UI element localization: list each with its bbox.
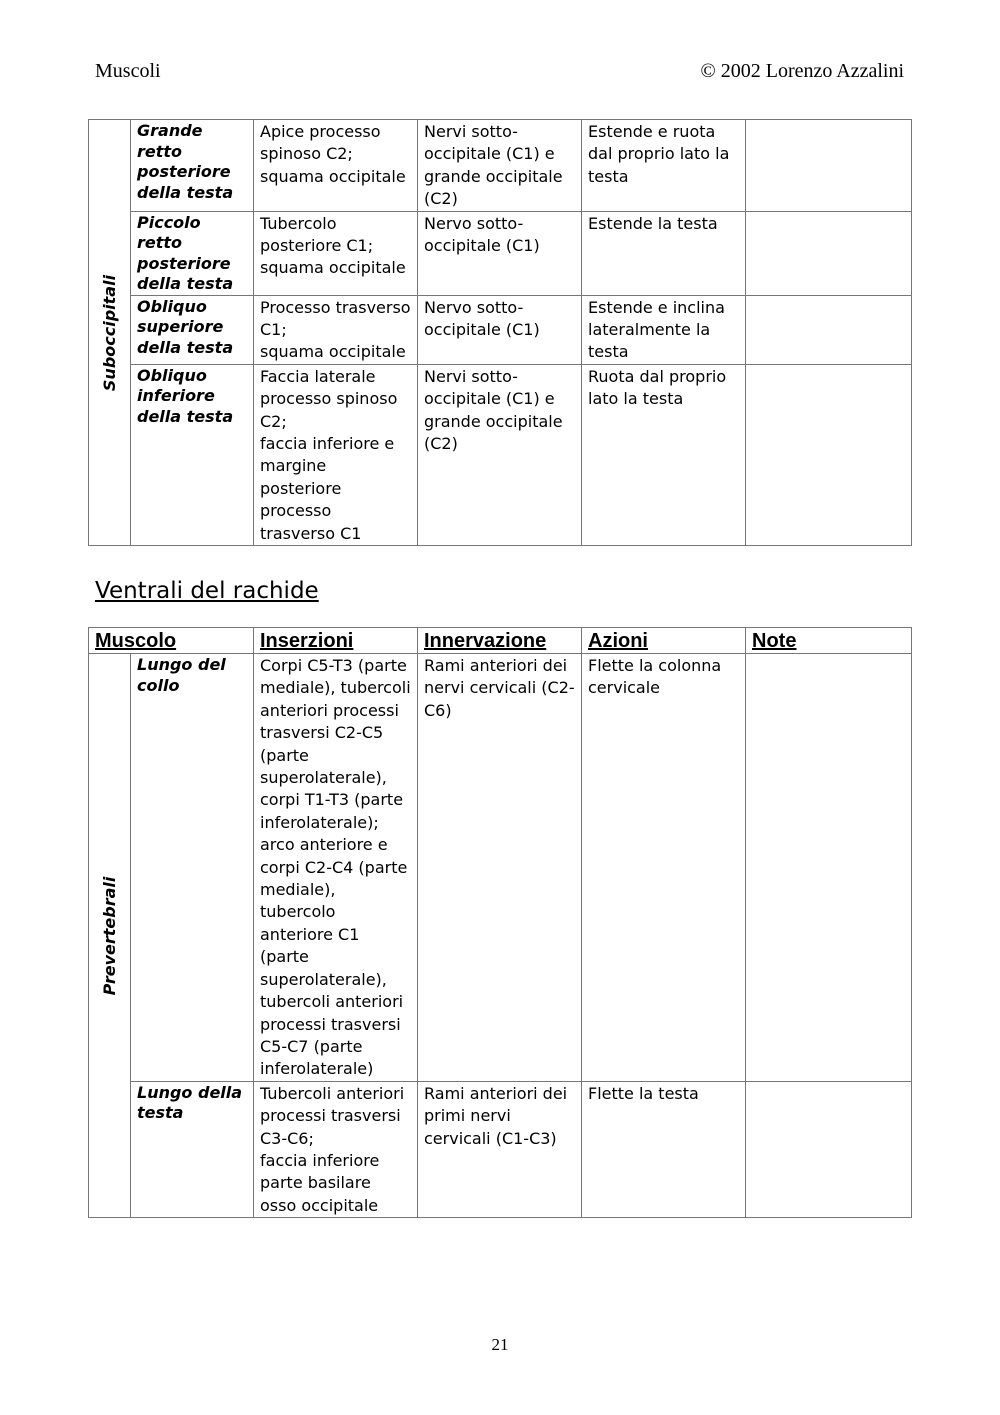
- innervation-cell: Rami anteriori dei nervi cervicali (C2-C6): [418, 654, 582, 1082]
- actions-cell: Flette la testa: [582, 1081, 746, 1217]
- notes-cell: [746, 211, 912, 295]
- running-header-copyright: © 2002 Lorenzo Azzalini: [700, 60, 904, 82]
- column-header-insertions: Inserzioni: [254, 628, 418, 654]
- column-header-actions: Azioni: [582, 628, 746, 654]
- innervation-cell: Nervi sotto-occipitale (C1) e grande occipitale (C2): [418, 120, 582, 212]
- group-label-cell: [89, 654, 131, 1218]
- notes-cell: [746, 654, 912, 1082]
- notes-cell: [746, 120, 912, 212]
- insertions-cell: Tubercoli anteriori processi trasversi C3-C6; faccia inferiore parte basilare osso occipitale: [254, 1081, 418, 1217]
- table-row: [89, 295, 912, 364]
- actions-cell: Estende e ruota dal proprio lato la testa: [582, 120, 746, 212]
- table-row: [89, 654, 912, 1082]
- actions-cell: Ruota dal proprio lato la testa: [582, 364, 746, 545]
- actions-cell: Estende la testa: [582, 211, 746, 295]
- actions-cell: Flette la colonna cervicale: [582, 654, 746, 1082]
- group-label: Suboccipitali: [99, 274, 119, 391]
- notes-cell: [746, 364, 912, 545]
- group-label-cell: [89, 120, 131, 546]
- muscle-name: Obliquo inferiore della testa: [131, 364, 254, 545]
- muscle-name: Grande retto posteriore della testa: [131, 120, 254, 212]
- innervation-cell: Nervo sotto-occipitale (C1): [418, 295, 582, 364]
- suboccipital-muscles-table: [88, 119, 912, 546]
- muscle-name: Lungo della testa: [131, 1081, 254, 1217]
- muscle-name: Obliquo superiore della testa: [131, 295, 254, 364]
- muscle-name: Piccolo retto posteriore della testa: [131, 211, 254, 295]
- page-number: 21: [491, 1335, 509, 1354]
- insertions-cell: Processo trasverso C1; squama occipitale: [254, 295, 418, 364]
- insertions-cell: Apice processo spinoso C2; squama occipitale: [254, 120, 418, 212]
- table-row: [89, 120, 912, 212]
- table-row: [89, 211, 912, 295]
- column-header-innervation: Innervazione: [418, 628, 582, 654]
- innervation-cell: Rami anteriori dei primi nervi cervicali (C1-C3): [418, 1081, 582, 1217]
- insertions-cell: Faccia laterale processo spinoso C2; faccia inferiore e margine posteriore processo trasverso C1: [254, 364, 418, 545]
- table-row: [89, 364, 912, 545]
- innervation-cell: Nervi sotto-occipitale (C1) e grande occipitale (C2): [418, 364, 582, 545]
- prevertebral-muscles-table: [88, 627, 912, 1218]
- column-header-notes: Note: [746, 628, 912, 654]
- notes-cell: [746, 1081, 912, 1217]
- muscle-name: Lungo del collo: [131, 654, 254, 1082]
- innervation-cell: Nervo sotto-occipitale (C1): [418, 211, 582, 295]
- running-header-title: Muscoli: [95, 60, 161, 82]
- notes-cell: [746, 295, 912, 364]
- table-header-row: [89, 628, 912, 654]
- insertions-cell: Tubercolo posteriore C1; squama occipitale: [254, 211, 418, 295]
- actions-cell: Estende e inclina lateralmente la testa: [582, 295, 746, 364]
- column-header-muscle: Muscolo: [89, 628, 254, 654]
- table-row: [89, 1081, 912, 1217]
- insertions-cell: Corpi C5-T3 (parte mediale), tubercoli anteriori processi trasversi C2-C5 (parte superolaterale), corpi T1-T3 (parte inferolaterale); arco anteriore e corpi C2-C4 (parte mediale), tubercolo anteriore C1 (parte superolaterale), tubercoli anteriori processi trasversi C5-C7 (parte inferolaterale): [254, 654, 418, 1082]
- group-label: Prevertebrali: [99, 876, 119, 995]
- section-title: Ventrali del rachide: [95, 578, 319, 604]
